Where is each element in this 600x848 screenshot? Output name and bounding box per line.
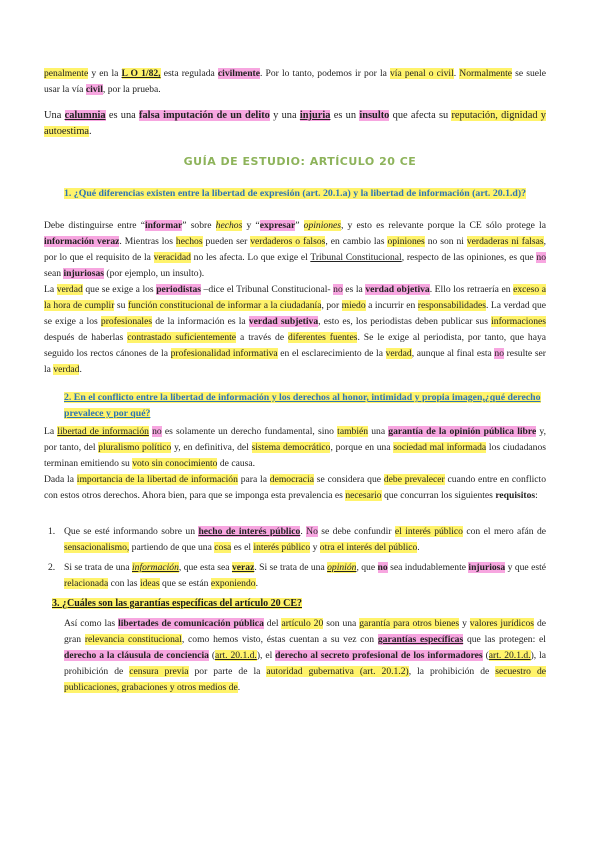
text-span: (	[208, 650, 216, 661]
text-span: , por lo que el requisito de la	[44, 236, 546, 263]
text-span: cosa	[214, 542, 232, 553]
text-span: que se exige a los	[82, 284, 157, 295]
text-span: verdad subjetiva	[248, 316, 319, 327]
text-span: .	[417, 542, 420, 553]
text-span: y	[459, 618, 470, 629]
text-span: , la prohibición de	[408, 666, 496, 677]
text-span: requisitos	[495, 490, 536, 501]
text-span: , y esto es relevante porque la CE sólo protege la	[340, 220, 546, 231]
text-span: .	[300, 526, 307, 537]
text-span: del	[263, 618, 282, 629]
text-span: para la	[237, 474, 270, 485]
text-span: (	[482, 650, 489, 661]
list-number-2: 2.	[48, 562, 56, 573]
text-span: no les afecta. Lo que exige el	[190, 252, 311, 263]
text-span: pueden ser	[202, 236, 251, 247]
text-span: partiendo de que una	[129, 542, 215, 553]
text-span: otra el interés del público	[319, 542, 418, 553]
text-span: verdad	[53, 364, 80, 375]
text-span: (por ejemplo, un insulto).	[103, 268, 205, 279]
text-span: con las	[108, 578, 140, 589]
text-span: .	[79, 364, 82, 375]
text-span: injuriosas	[63, 268, 104, 279]
text-span: una	[368, 426, 389, 437]
text-span: , como hemos visto, éstas cuentan a su vez con	[181, 634, 378, 645]
text-span: ”	[295, 220, 304, 231]
text-span: :	[535, 490, 538, 501]
text-span: . Ello los retraería en	[429, 284, 514, 295]
text-span: ” sobre	[182, 220, 216, 231]
text-span: verdaderos o falsos	[250, 236, 326, 247]
text-span: ), la prohibición de	[64, 650, 547, 677]
text-span: . Por lo tanto, podemos ir por la	[259, 68, 390, 79]
question-1-title	[64, 186, 546, 202]
text-span: informar	[144, 220, 183, 231]
text-span: pluralismo político	[98, 442, 172, 453]
text-span: , que	[356, 562, 378, 573]
text-span: Debe distinguirse entre “	[44, 220, 145, 231]
text-span: autoridad gubernativa (art. 20.1.2)	[266, 666, 409, 677]
text-span: Si se trata de una	[64, 562, 132, 573]
intro-paragraph-1	[44, 66, 546, 98]
text-span: es un	[330, 110, 360, 121]
text-span: 3. ¿Cuáles son las garantías específicas del artículo 20 CE?	[52, 598, 302, 609]
text-span: periodistas	[156, 284, 201, 295]
text-span: contrastado suficientemente	[127, 332, 237, 343]
q1-paragraph-2	[44, 282, 546, 378]
text-span: informaciones	[491, 316, 546, 327]
text-span: veraz	[231, 562, 255, 573]
text-span: Que se esté informando sobre un	[64, 526, 199, 537]
text-span: censura previa	[129, 666, 189, 677]
text-span: diferentes fuentes	[288, 332, 358, 343]
text-span: que se están	[159, 578, 211, 589]
text-span: L O 1/82,	[121, 68, 161, 79]
text-span: y, en definitiva, del	[171, 442, 252, 453]
text-span: art. 20.1.d.	[215, 650, 257, 661]
text-span: reputación, dignidad y autoestima	[44, 110, 546, 137]
text-span: secuestro de publicaciones, grabaciones y otros medios de	[64, 666, 546, 693]
text-span: expresar	[259, 220, 296, 231]
text-span: . Mientras los	[119, 236, 176, 247]
text-span: hecho de interés público	[198, 526, 301, 537]
text-span: a través de	[236, 332, 289, 343]
text-span: a incurrir en	[365, 300, 418, 311]
text-span: también	[337, 426, 369, 437]
q1-paragraph-1	[44, 218, 546, 282]
text-span: no	[333, 284, 343, 295]
text-span: es el	[231, 542, 254, 553]
text-span: son una	[323, 618, 360, 629]
text-span: 2. En el conflicto entre la libertad de información y los derechos al honor, intimidad y propia imagen,¿qué derecho prevalece y por qué?	[64, 392, 541, 419]
text-span: civilmente	[217, 68, 260, 79]
text-span: artículo 20	[281, 618, 324, 629]
text-span: garantía de la opinión pública libre	[388, 426, 537, 437]
text-span: sean	[44, 268, 64, 279]
text-span: sea indudablemente	[387, 562, 469, 573]
text-span: , aunque al final esta	[411, 348, 495, 359]
text-span: después de haberlas	[44, 332, 128, 343]
text-span: Normalmente	[459, 68, 513, 79]
text-span: no son ni	[424, 236, 467, 247]
text-span: de causa.	[217, 458, 256, 469]
text-span: .	[453, 68, 460, 79]
text-span: La	[44, 284, 57, 295]
text-span: por parte de la	[188, 666, 267, 677]
text-span: libertades de comunicación pública	[118, 618, 264, 629]
text-span: información veraz	[44, 236, 120, 247]
text-span: garantías específicas	[377, 634, 464, 645]
text-span: no	[152, 426, 162, 437]
text-span: , en cambio las	[325, 236, 388, 247]
text-span: exponiendo	[210, 578, 256, 589]
text-span: y una	[269, 110, 300, 121]
text-span: sociedad mal informada	[393, 442, 487, 453]
text-span: de gran	[64, 618, 546, 645]
text-span: no	[377, 562, 388, 573]
text-span: que afecta su	[389, 110, 452, 121]
text-span: verdaderas ni falsas	[466, 236, 544, 247]
text-span: insulto	[359, 110, 390, 121]
text-span: –dice el Tribunal Constitucional-	[200, 284, 334, 295]
text-span: ideas	[139, 578, 160, 589]
text-span: calumnia	[64, 110, 106, 121]
intro-paragraph-2	[44, 108, 546, 140]
text-span: . La verdad que se exige a los	[44, 300, 546, 327]
text-span: y, por tanto, del	[44, 426, 546, 453]
text-span: derecho a la cláusula de conciencia	[64, 650, 209, 661]
guide-title: GUÍA DE ESTUDIO: ARTÍCULO 20 CE	[183, 155, 417, 168]
text-span: no	[494, 348, 504, 359]
text-span: injuriosa	[468, 562, 506, 573]
q2-list-item-1	[64, 524, 546, 556]
q2-paragraph-2	[44, 472, 546, 504]
text-span: verdad	[56, 284, 83, 295]
text-span: voto sin conocimiento	[132, 458, 218, 469]
text-span: y en la	[88, 68, 122, 79]
text-span: .	[255, 578, 258, 589]
text-span: .	[237, 682, 241, 693]
text-span: relacionada	[64, 578, 109, 589]
list-number-1: 1.	[48, 526, 56, 537]
text-span: cuando entre en conflicto con estos otros derechos. Ahora bien, para que se imponga esta prevalencia es	[44, 474, 547, 501]
text-span: función constitucional de informar a la ciudadanía	[127, 300, 322, 311]
text-span: garantía para otros bienes	[359, 618, 460, 629]
text-span: , por	[321, 300, 342, 311]
text-span: y “	[242, 220, 260, 231]
text-span: derecho al secreto profesional de los informadores	[275, 650, 483, 661]
q2-paragraph-1	[44, 424, 546, 472]
text-span: que concurran los siguientes	[381, 490, 496, 501]
text-span: , porque en una	[330, 442, 394, 453]
text-span: art. 20.1.d.	[488, 650, 531, 661]
text-span: Así como las	[64, 618, 119, 629]
text-span: falsa imputación de un delito	[139, 110, 270, 121]
text-span: esta regulada	[160, 68, 218, 79]
text-span: opiniones	[303, 220, 341, 231]
text-span: y	[310, 542, 320, 553]
text-span: interés público	[253, 542, 311, 553]
text-span: es una	[105, 110, 140, 121]
text-span: que las protegen: el	[463, 634, 546, 645]
text-span: se considera que	[314, 474, 384, 485]
text-span: resulte ser la	[44, 348, 547, 375]
text-span: importancia de la libertad de información	[76, 474, 238, 485]
text-span: veracidad	[153, 252, 191, 263]
text-span: , respecto de las opiniones, es que	[401, 252, 537, 263]
text-span: opiniones	[387, 236, 425, 247]
text-span: se debe confundir	[317, 526, 395, 537]
text-span: es solamente un derecho fundamental, sino	[161, 426, 338, 437]
text-span: y que esté	[505, 562, 547, 573]
text-span: se suele usar la vía	[44, 68, 546, 95]
text-span: no	[536, 252, 547, 263]
text-span: miedo	[341, 300, 366, 311]
text-span: injuria	[299, 110, 331, 121]
question-3-title	[52, 596, 546, 612]
text-span: opinión	[327, 562, 357, 573]
text-span: valores jurídicos	[469, 618, 535, 629]
text-span: verdad	[385, 348, 412, 359]
text-span: debe prevalecer	[383, 474, 445, 485]
text-span: .	[89, 126, 92, 137]
text-span: democracia	[269, 474, 314, 485]
text-span: en el esclarecimiento de la	[277, 348, 386, 359]
text-span: ), el	[256, 650, 276, 661]
text-span: el interés público	[394, 526, 463, 537]
text-span: hechos	[175, 236, 203, 247]
text-span: civil	[85, 84, 103, 95]
text-span: , por la prueba.	[102, 84, 161, 95]
text-span: Una	[44, 110, 65, 121]
text-span: . Se le exige al periodista, por tanto, que haya seguido los rectos cánones de la	[44, 332, 547, 359]
text-span: información	[131, 562, 179, 573]
text-span: relevancia constitucional	[84, 634, 182, 645]
text-span: libertad de información	[57, 426, 149, 437]
q3-paragraph-1	[64, 616, 546, 696]
text-span: profesionales	[100, 316, 153, 327]
text-span: los ciudadanos terminan emitiendo su	[44, 442, 546, 469]
text-span: . Si se trata de una	[254, 562, 328, 573]
text-span: La	[44, 426, 58, 437]
text-span: , esto es, los periodistas deben publicar sus	[318, 316, 492, 327]
question-2-title	[64, 390, 546, 422]
text-span: , que esta sea	[178, 562, 232, 573]
q2-list-item-2	[64, 560, 546, 592]
text-span: verdad objetiva	[365, 284, 430, 295]
text-span: No	[306, 526, 318, 537]
text-span: vía penal o civil	[390, 68, 454, 79]
text-span: responsabilidades	[417, 300, 486, 311]
text-span: 1. ¿Qué diferencias existen entre la libertad de expresión (art. 20.1.a) y la libertad de información (art. 20.1.d)?	[64, 188, 527, 199]
text-span: sensacionalismo,	[64, 542, 130, 553]
text-span: necesario	[345, 490, 382, 501]
text-span: Tribunal Constitucional	[310, 252, 402, 263]
text-span: de la información es la	[152, 316, 249, 327]
text-span: con el mero afán de	[462, 526, 547, 537]
text-span: su	[114, 300, 128, 311]
text-span: profesionalidad informativa	[170, 348, 278, 359]
text-span: Dada la	[44, 474, 77, 485]
text-span: penalmente	[44, 68, 89, 79]
text-span: sistema democrático	[251, 442, 331, 453]
text-span: es la	[342, 284, 366, 295]
text-span: exceso a la hora de cumplir	[44, 284, 546, 311]
text-span: hechos	[215, 220, 243, 231]
